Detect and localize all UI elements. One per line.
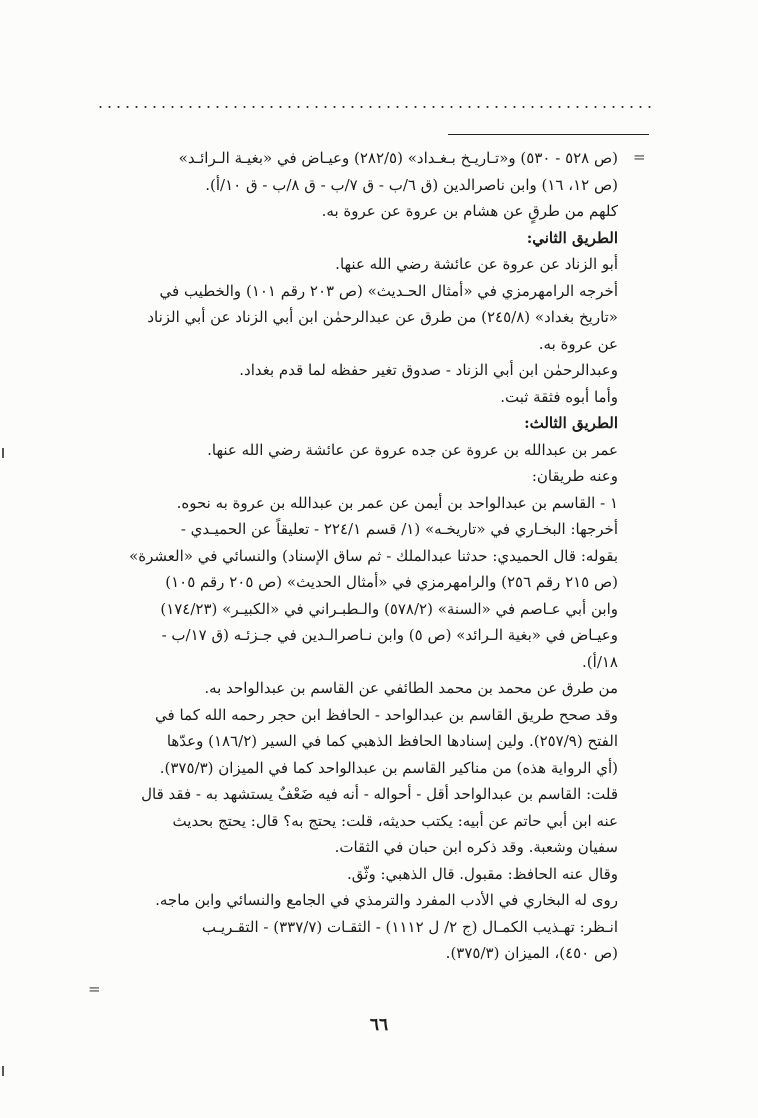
text-line: وقال عنه الحافظ: مقبول. قال الذهبي: وثّق.: [347, 864, 618, 883]
text-line: أبو الزناد عن عروة عن عائشة رضي الله عنها.: [335, 255, 618, 273]
text-line: وقد صحح طريق القاسم بن عبدالواحد - الحافظ ابن حجر رحمه الله كما في: [155, 705, 618, 724]
text-line: (ص ٢١٥ رقم ٢٥٦) والرامهرمزي في «أمثال الحديث» (ص ٢٠٥ رقم ١٠٥): [165, 573, 618, 591]
text-line: (ص ٥٢٨ - ٥٣٠) و«تـاريـخ بـغـداد» (٢٨٢/٥) وعيـاض في «بغيـة الـرائـد»: [178, 149, 618, 167]
text-line: قلت: القاسم بن عبدالواحد أقل - أحواله - أنه فيه ضَعْفٌ يستشهد به - فقد قال: [141, 785, 618, 803]
dotted-header-rule: [96, 106, 652, 108]
text-line: «تاريخ بغداد» (٢٤٥/٨) من طرق عن عبدالرحمٰن ابن أبي الزناد عن أبي الزناد: [147, 308, 618, 326]
text-line: (ص ١٢، ١٦) وابن ناصرالدين (ق ٦/ب - ق ٧/ب - ق ٨/ب - ق ١٠/أ).: [205, 175, 618, 194]
continuation-mark-bottom: =: [88, 980, 101, 998]
text-line: روى له البخاري في الأدب المفرد والترمذي في الجامع والنسائي وابن ماجه.: [155, 891, 618, 909]
text-line: بقوله: قال الحميدي: حدثنا عبدالملك - ثم ساق الإسناد) والنسائي في «العشرة»: [129, 546, 618, 565]
scan-edge-mark: [2, 1066, 4, 1076]
text-line: ١ - القاسم بن عبدالواحد بن أيمن عن عمر بن عبدالله بن عروة به نحوه.: [176, 493, 618, 512]
text-line: (أي الرواية هذه) من مناكير القاسم بن عبدالواحد كما في الميزان (٣٧٥/٣).: [159, 758, 618, 777]
text-line: كلهم من طرقٍ عن هشام بن عروة عن عروة به.: [321, 202, 618, 220]
text-line: وابن أبي عـاصم في «السنة» (٥٧٨/٢) والـطبـراني في «الكبيـر» (١٧٤/٢٣): [160, 599, 618, 618]
text-line: عمر بن عبدالله بن عروة عن جده عروة عن عائشة رضي الله عنها.: [207, 440, 618, 459]
text-line: وعبدالرحمٰن ابن أبي الزناد - صدوق تغير حفظه لما قدم بغداد.: [239, 361, 618, 379]
text-line: أخرجها: البخـاري في «تاريخـه» (١/ قسم ٢٢٤/١ - تعليقاً عن الحميـدي -: [180, 520, 618, 538]
text-line: سفيان وشعبة. وقد ذكره ابن حبان في الثقات.: [334, 838, 618, 856]
continuation-mark-top: =: [633, 148, 646, 166]
footnote-text-block: [100, 145, 618, 967]
text-line: وأما أبوه فثقة ثبت.: [500, 387, 618, 406]
scan-edge-mark: [2, 448, 4, 458]
text-line: انـظر: تهـذيب الكمـال (ج ٢/ ل ١١١٢) - الثقـات (٣٣٧/٧) - التقـريـب: [201, 917, 618, 936]
text-line: عن عروة به.: [538, 334, 618, 353]
text-line: وعيـاض في «بغية الـرائد» (ص ٥) وابن نـاصرالـدين في جـزئـه (ق ١٧/ب -: [161, 626, 618, 644]
page-number: ٦٦: [369, 1015, 389, 1035]
text-line: وعنه طريقان:: [531, 467, 618, 485]
text-line: من طرق عن محمد بن محمد الطائفي عن القاسم بن عبدالواحد به.: [204, 679, 618, 697]
text-line: أخرجه الرامهرمزي في «أمثال الحـديث» (ص ٢٠٣ رقم ١٠١) والخطيب في: [159, 281, 618, 300]
section-heading: الطريق الثاني:: [526, 228, 618, 247]
section-heading: الطريق الثالث:: [524, 414, 618, 432]
text-line: (ص ٤٥٠)، الميزان (٣٧٥/٣).: [445, 944, 618, 962]
text-line: عنه ابن أبي حاتم عن أبيه: يكتب حديثه، قلت: يحتج به؟ قال: يحتج بحديث: [172, 811, 618, 830]
text-line: ١٨/أ).: [582, 652, 618, 671]
text-line: الفتح (٢٥٧/٩). ولين إسنادها الحافظ الذهبي كما في السير (١٨٦/٢) وعدّها: [166, 732, 618, 750]
footnote-separator-rule: [448, 134, 649, 135]
